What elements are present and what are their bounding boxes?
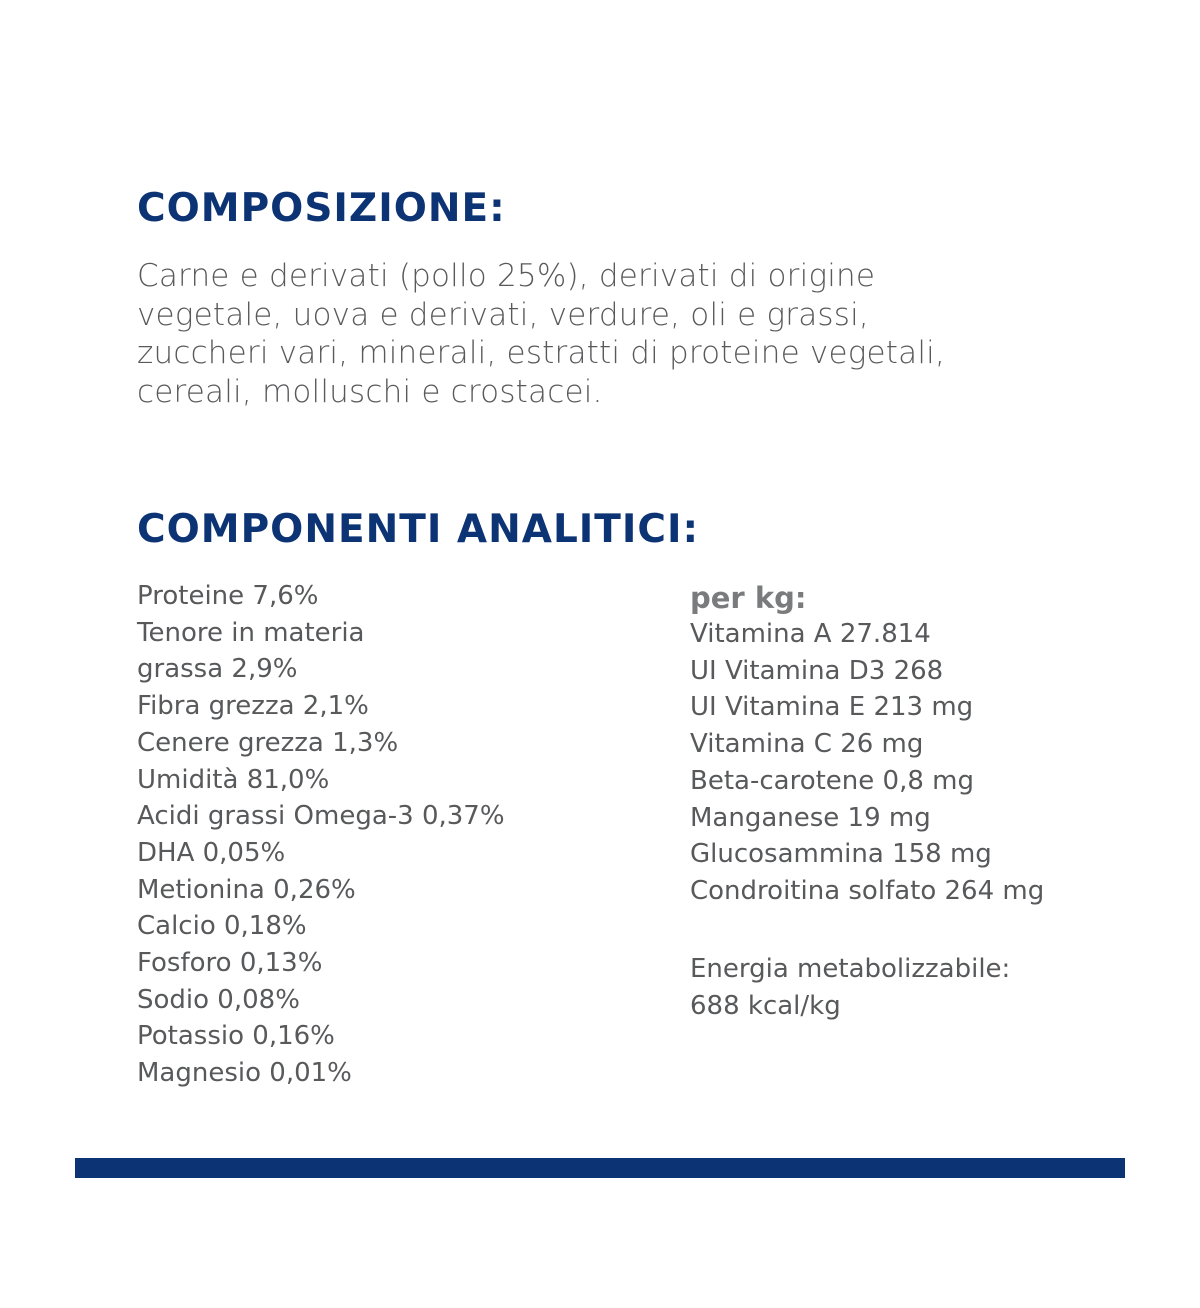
analytics-left-list bbox=[137, 578, 617, 1092]
additive-item: Condroitina solfato 264 mg bbox=[690, 875, 1045, 906]
analytics-item: Proteine 7,6% bbox=[137, 581, 319, 611]
additive-item: Glucosammina 158 mg bbox=[690, 839, 992, 870]
analytics-item: Magnesio 0,01% bbox=[137, 1058, 352, 1089]
additive-item: UI Vitamina E 213 mg bbox=[690, 692, 974, 723]
energy-label: Energia metabolizzabile: bbox=[690, 954, 1011, 984]
additive-item: Vitamina A 27.814 bbox=[690, 619, 931, 649]
additive-item: Beta-carotene 0,8 mg bbox=[690, 765, 974, 796]
analytics-item: Metionina 0,26% bbox=[137, 874, 356, 905]
analytics-item: Fibra grezza 2,1% bbox=[137, 691, 369, 722]
footer-bar bbox=[75, 1158, 1125, 1178]
analytics-item: Calcio 0,18% bbox=[137, 911, 307, 942]
analytics-right-list bbox=[690, 616, 1170, 910]
composition-line: cereali, molluschi e crostacei. bbox=[137, 373, 603, 410]
energy-info bbox=[690, 951, 1010, 1025]
additive-item: Vitamina C 26 mg bbox=[690, 729, 924, 760]
additive-item: UI Vitamina D3 268 bbox=[690, 655, 944, 686]
analytics-item: Cenere grezza 1,3% bbox=[137, 727, 399, 758]
per-kg-label: per kg: bbox=[690, 581, 807, 615]
analytics-item: grassa 2,9% bbox=[137, 654, 298, 685]
composition-text bbox=[137, 257, 1137, 411]
analytics-item: Sodio 0,08% bbox=[137, 984, 300, 1015]
analytics-item: Tenore in materia bbox=[137, 617, 365, 648]
energy-value: 688 kcal/kg bbox=[690, 991, 841, 1021]
additive-item: Manganese 19 mg bbox=[690, 802, 931, 833]
composition-line: Carne e derivati (pollo 25%), derivati di origine bbox=[137, 258, 876, 294]
analytics-item: Acidi grassi Omega-3 0,37% bbox=[137, 801, 505, 832]
analytics-heading: COMPONENTI ANALITICI: bbox=[137, 507, 700, 552]
analytics-item: DHA 0,05% bbox=[137, 837, 286, 868]
composition-line: zuccheri vari, minerali, estratti di proteine vegetali, bbox=[137, 335, 946, 371]
analytics-item: Fosforo 0,13% bbox=[137, 948, 323, 979]
composition-line: vegetale, uova e derivati, verdure, oli e grassi, bbox=[137, 296, 869, 333]
analytics-item: Potassio 0,16% bbox=[137, 1021, 335, 1052]
composition-heading: COMPOSIZIONE: bbox=[137, 186, 506, 231]
analytics-item: Umidità 81,0% bbox=[137, 764, 330, 795]
